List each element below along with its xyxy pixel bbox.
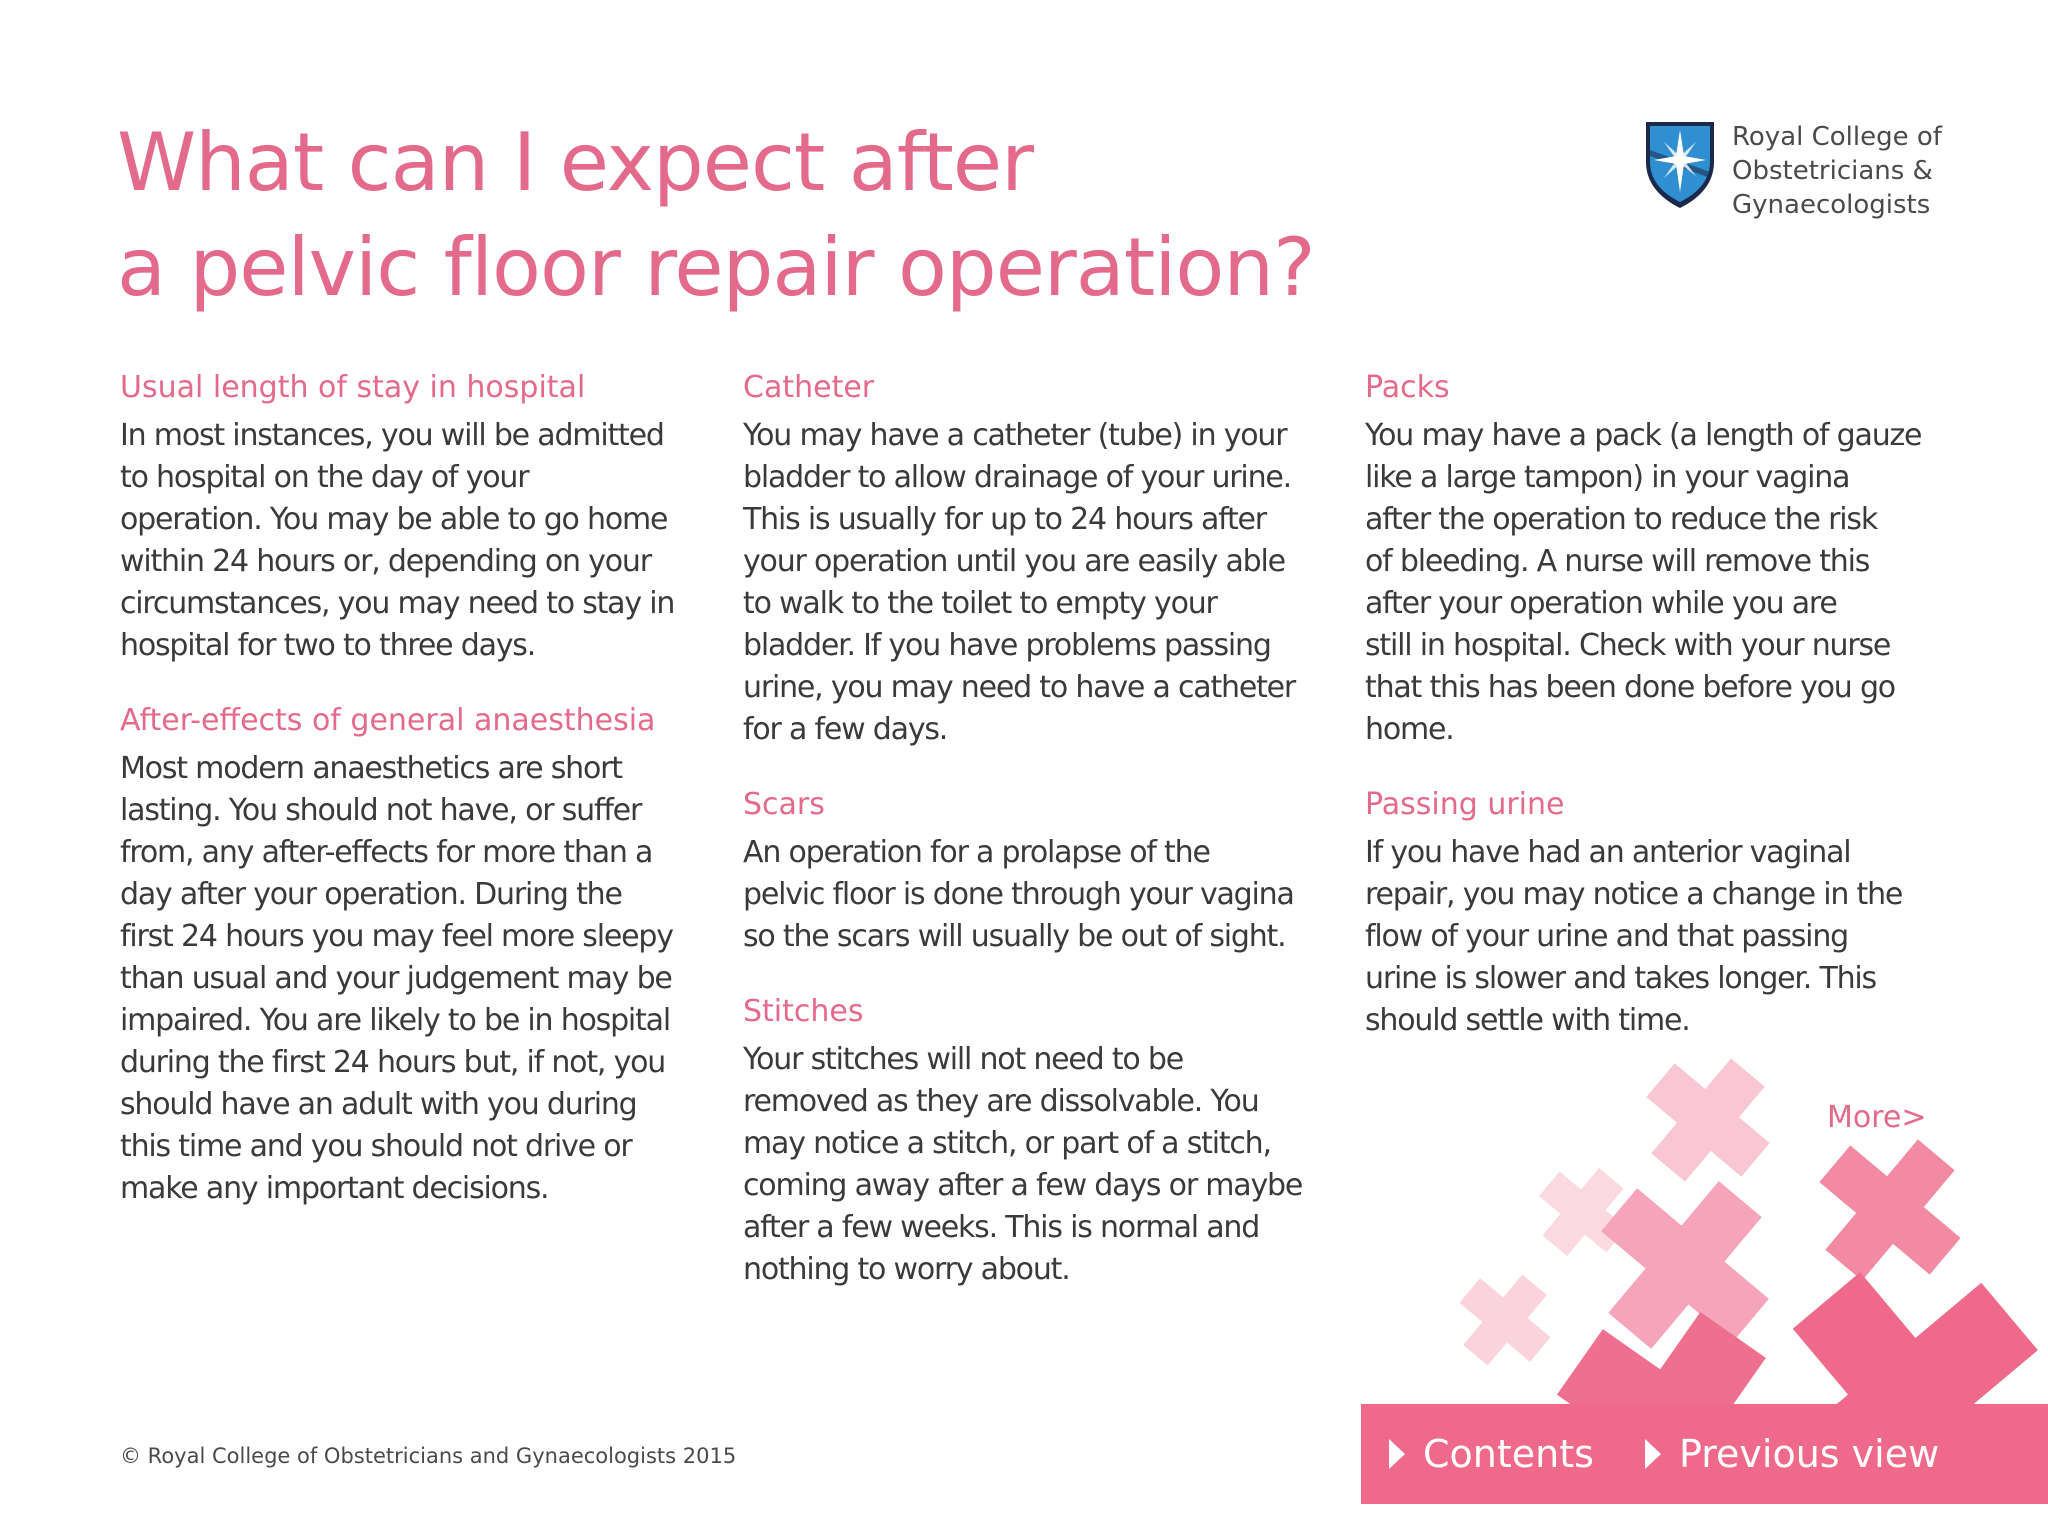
- logo-line-3: Gynaecologists: [1732, 190, 1931, 220]
- section-catheter: [743, 368, 1333, 751]
- section-scars: [743, 785, 1333, 958]
- rcog-logo: [1644, 120, 1944, 220]
- text-line: so the scars will usually be out of sight.: [743, 919, 1286, 954]
- text-line: In most instances, you will be admitted: [120, 418, 664, 453]
- text-line: hospital for two to three days.: [120, 628, 536, 663]
- contents-button[interactable]: [1387, 1404, 1594, 1504]
- text-line: than usual and your judgement may be: [120, 961, 672, 996]
- text-line: urine, you may need to have a catheter: [743, 670, 1296, 705]
- text-line: coming away after a few days or maybe: [743, 1168, 1303, 1203]
- section-body: [1365, 832, 1955, 1042]
- play-triangle-icon: [1387, 1437, 1407, 1471]
- text-line: An operation for a prolapse of the: [743, 835, 1210, 870]
- text-line: after your operation while you are: [1365, 586, 1837, 621]
- cross-top: [1621, 1040, 1796, 1207]
- column-2: [743, 368, 1333, 1325]
- text-line: bladder. If you have problems passing: [743, 628, 1271, 663]
- text-line: home.: [1365, 712, 1454, 747]
- section-anaesthesia: [120, 701, 710, 1210]
- section-body: [743, 415, 1333, 751]
- text-line: nothing to worry about.: [743, 1252, 1070, 1287]
- title-line-1: What can I expect after: [117, 116, 1033, 209]
- text-line: day after your operation. During the: [120, 877, 622, 912]
- text-line: urine is slower and takes longer. This: [1365, 961, 1876, 996]
- section-body: [1365, 415, 1955, 751]
- text-line: should settle with time.: [1365, 1003, 1690, 1038]
- section-body: [743, 832, 1333, 958]
- text-line: bladder to allow drainage of your urine.: [743, 460, 1291, 495]
- rcog-name: [1732, 120, 1942, 222]
- cross-bottom-left: [1440, 1255, 1570, 1385]
- text-line: Your stitches will not need to be: [743, 1042, 1184, 1077]
- text-line: This is usually for up to 24 hours after: [743, 502, 1266, 537]
- text-line: removed as they are dissolvable. You: [743, 1084, 1259, 1119]
- section-passing-urine: [1365, 785, 1955, 1042]
- text-line: Most modern anaesthetics are short: [120, 751, 622, 786]
- text-line: this time and you should not drive or: [120, 1129, 632, 1164]
- text-line: like a large tampon) in your vagina: [1365, 460, 1850, 495]
- page-title: [117, 110, 1315, 320]
- play-triangle-icon: [1643, 1437, 1663, 1471]
- text-line: after a few weeks. This is normal and: [743, 1210, 1260, 1245]
- text-line: circumstances, you may need to stay in: [120, 586, 675, 621]
- text-line: pelvic floor is done through your vagina: [743, 877, 1294, 912]
- previous-view-label: Previous view: [1679, 1432, 1940, 1476]
- section-heading: Usual length of stay in hospital: [120, 370, 586, 405]
- rcog-shield-icon: [1644, 120, 1716, 210]
- text-line: should have an adult with you during: [120, 1087, 637, 1122]
- logo-line-1: Royal College of: [1732, 122, 1942, 152]
- column-3: [1365, 368, 1955, 1076]
- section-heading: Scars: [743, 787, 825, 822]
- logo-line-2: Obstetricians &: [1732, 156, 1933, 186]
- text-line: make any important decisions.: [120, 1171, 549, 1206]
- title-line-2: a pelvic floor repair operation?: [117, 221, 1315, 314]
- column-1: [120, 368, 710, 1244]
- section-heading: Stitches: [743, 994, 864, 1029]
- more-link[interactable]: More>: [1827, 1100, 1927, 1135]
- contents-label: Contents: [1423, 1432, 1594, 1476]
- text-line: first 24 hours you may feel more sleepy: [120, 919, 673, 954]
- nav-bar: [1361, 1404, 2048, 1504]
- decorative-crosses: [1340, 1040, 2048, 1440]
- text-line: You may have a pack (a length of gauze: [1365, 418, 1922, 453]
- text-line: You may have a catheter (tube) in your: [743, 418, 1287, 453]
- text-line: flow of your urine and that passing: [1365, 919, 1848, 954]
- text-line: from, any after-effects for more than a: [120, 835, 653, 870]
- text-line: repair, you may notice a change in the: [1365, 877, 1903, 912]
- section-stay: [120, 368, 710, 667]
- section-heading: After-effects of general anaesthesia: [120, 703, 656, 738]
- text-line: still in hospital. Check with your nurse: [1365, 628, 1891, 663]
- text-line: after the operation to reduce the risk: [1365, 502, 1878, 537]
- text-line: that this has been done before you go: [1365, 670, 1895, 705]
- cross-right: [1789, 1109, 1992, 1312]
- text-line: your operation until you are easily able: [743, 544, 1285, 579]
- text-line: during the first 24 hours but, if not, you: [120, 1045, 666, 1080]
- text-line: to walk to the toilet to empty your: [743, 586, 1217, 621]
- text-line: impaired. You are likely to be in hospital: [120, 1003, 670, 1038]
- section-stitches: [743, 992, 1333, 1291]
- text-line: lasting. You should not have, or suffer: [120, 793, 642, 828]
- section-body: [120, 415, 710, 667]
- copyright-notice: © Royal College of Obstetricians and Gynaecologists 2015: [120, 1444, 737, 1468]
- text-line: for a few days.: [743, 712, 948, 747]
- section-body: [120, 748, 710, 1210]
- previous-view-button[interactable]: [1643, 1404, 1939, 1504]
- text-line: within 24 hours or, depending on your: [120, 544, 651, 579]
- section-heading: Passing urine: [1365, 787, 1565, 822]
- text-line: to hospital on the day of your: [120, 460, 529, 495]
- section-heading: Packs: [1365, 370, 1450, 405]
- text-line: If you have had an anterior vaginal: [1365, 835, 1851, 870]
- section-body: [743, 1039, 1333, 1291]
- text-line: operation. You may be able to go home: [120, 502, 668, 537]
- text-line: of bleeding. A nurse will remove this: [1365, 544, 1870, 579]
- section-packs: [1365, 368, 1955, 751]
- section-heading: Catheter: [743, 370, 875, 405]
- text-line: may notice a stitch, or part of a stitch,: [743, 1126, 1271, 1161]
